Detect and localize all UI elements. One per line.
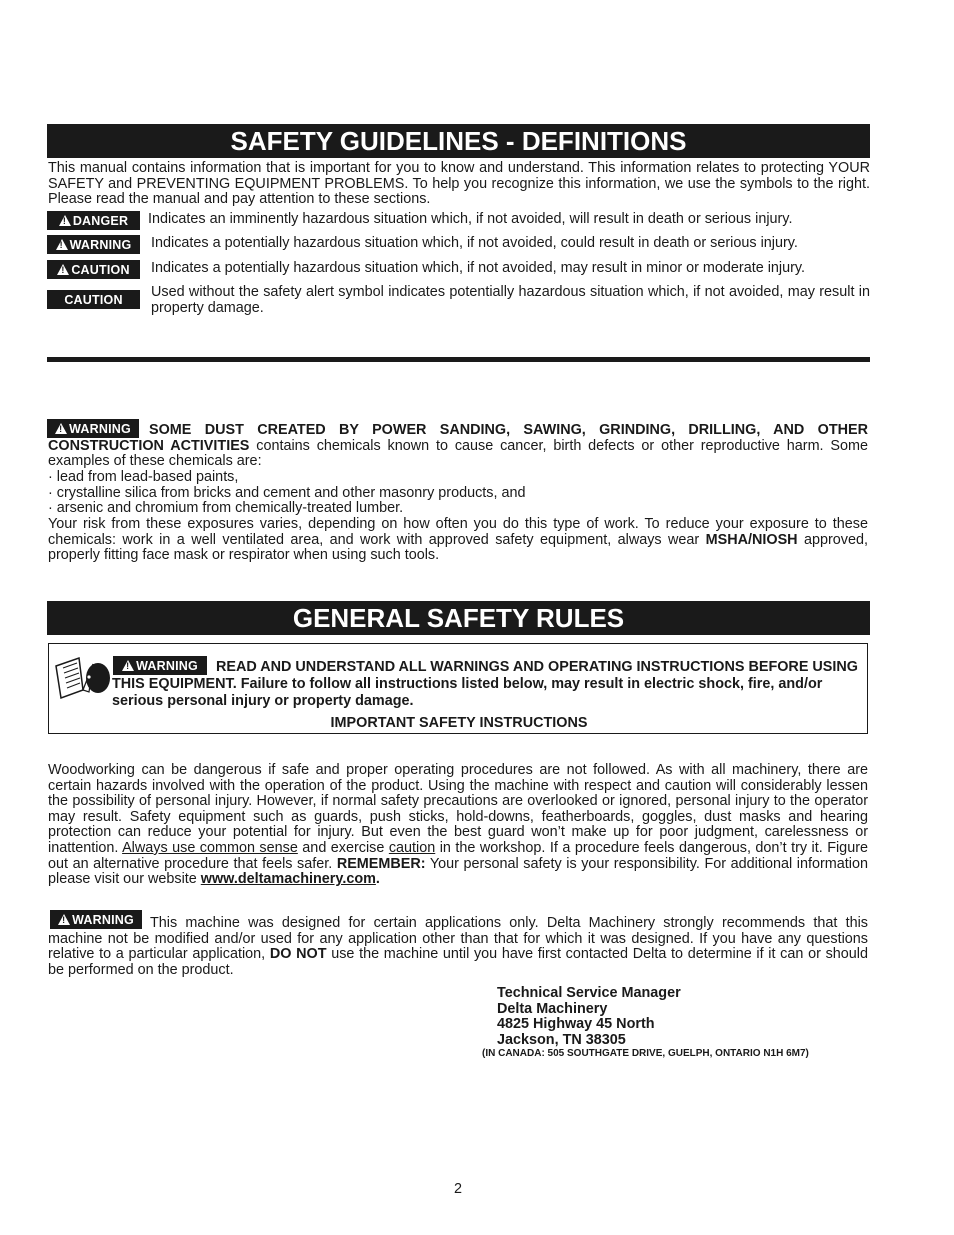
section-title-general-safety-rules: GENERAL SAFETY RULES bbox=[47, 601, 870, 635]
para-text: and exercise bbox=[297, 839, 389, 856]
definition-text: Indicates a potentially hazardous situation which, if not avoided, could result in death or serious injury. bbox=[151, 235, 798, 251]
para-text: in the workshop. If a procedure feels dangerous, don’t try it. Figure out an alternative procedure that feels safer. bbox=[48, 839, 868, 872]
danger-badge bbox=[47, 211, 140, 230]
dust-warning-paragraph bbox=[48, 423, 868, 470]
definition-text: Indicates a potentially hazardous situation which, if not avoided, may result in minor or moderate injury. bbox=[151, 260, 806, 276]
address-line: Delta Machinery bbox=[497, 1000, 608, 1017]
alert-triangle-icon bbox=[56, 239, 68, 250]
alert-triangle-icon bbox=[57, 264, 69, 275]
website-link[interactable]: www.deltamachinery.com bbox=[200, 871, 376, 888]
manual-reader-icon bbox=[53, 652, 111, 702]
box-warning-text: READ AND UNDERSTAND ALL WARNINGS AND OPERATING INSTRUCTIONS BEFORE USING THIS EQUIPMENT. Failure to follow all instructions listed below, may result in electric shock, fire, and/or serious personal injury or property damage. bbox=[112, 659, 858, 709]
badge-label: WARNING bbox=[136, 658, 198, 673]
dust-warning-rest: contains chemicals known to cause cancer, birth defects or other reproductive harm. Some examples of these chemicals are: bbox=[48, 437, 868, 470]
page-number: 2 bbox=[453, 1181, 462, 1197]
woodworking-paragraph bbox=[48, 763, 868, 888]
section-title-safety-definitions: SAFETY GUIDELINES - DEFINITIONS bbox=[47, 124, 870, 158]
warning-text: This machine was designed for certain applications only. Delta Machinery strongly recommends that this machine not be modified and/or used for any application other than that for which it was designed. If you have any questions relative to a particular application, bbox=[48, 915, 868, 963]
intro-paragraph: This manual contains information that is important for you to know and understand. This information relates to protecting YOUR SAFETY and PREVENTING EQUIPMENT PROBLEMS. To help you recognize this information, we use the symbols to the right. Please read the manual and pay attention to these sections. bbox=[48, 160, 870, 208]
badge-label: CAUTION bbox=[64, 292, 123, 307]
definition-text: Indicates an imminently hazardous situation which, if not avoided, will result in death or serious injury. bbox=[148, 211, 793, 227]
msha-niosh-label: MSHA/NIOSH bbox=[705, 531, 798, 548]
warning-text-end: use the machine until you have first contacted Delta to determine if it can or should be performed on the product. bbox=[48, 946, 868, 978]
remember-label: REMEMBER: bbox=[336, 855, 426, 872]
badge-label: WARNING bbox=[69, 237, 132, 252]
canada-address: (IN CANADA: 505 SOUTHGATE DRIVE, GUELPH, ONTARIO N1H 6M7) bbox=[482, 1048, 809, 1059]
important-safety-instructions: IMPORTANT SAFETY INSTRUCTIONS bbox=[330, 715, 588, 731]
dust-chemical-list bbox=[48, 470, 868, 517]
address-line: 4825 Highway 45 North bbox=[497, 1016, 655, 1033]
read-instructions-box bbox=[48, 643, 868, 734]
badge-label: WARNING bbox=[72, 912, 134, 927]
para-text: Woodworking can be dangerous if safe and proper operating procedures are not followed. As with all machinery, there are certain hazards involved with the operation of the product. Using the machine with respect and caution will considerably lessen the possibility of personal injury. However, if normal safety precautions are overlooked or ignored, personal injury to the operator may result. Safety equipment such as guards, push sticks, hold-downs, featherboards, goggles, dust masks and hearing protection can reduce your potential for injury. But even the best guard won’t make up for poor judgment, carelessness or inattention. bbox=[48, 762, 868, 856]
contact-address bbox=[497, 986, 857, 1048]
badge-label: WARNING bbox=[69, 421, 131, 436]
list-item: · lead from lead-based paints, bbox=[48, 469, 239, 485]
definition-text: Used without the safety alert symbol indicates potentially hazardous situation which, if not avoided, may result in property damage. bbox=[151, 284, 870, 316]
list-item: · arsenic and chromium from chemically-treated lumber. bbox=[48, 500, 404, 517]
para-text: Your personal safety is your responsibility. For additional information please visit our website bbox=[48, 855, 868, 888]
caution-plain-badge bbox=[47, 290, 140, 309]
dust-warning-lead: SOME DUST CREATED BY POWER SANDING, SAWING, GRINDING, DRILLING, AND OTHER CONSTRUCTION ACTIVITIES bbox=[48, 422, 868, 454]
section-divider bbox=[47, 357, 870, 362]
dust-closing-paragraph bbox=[48, 517, 868, 564]
period: . bbox=[375, 871, 380, 888]
address-line: Jackson, TN 38305 bbox=[497, 1031, 626, 1048]
caution-badge bbox=[47, 260, 140, 279]
closing-text: Your risk from these exposures varies, depending on how often you do this type of work. To reduce your exposure to these chemicals: work in a well ventilated area, and work with approved safety equipment, always wear bbox=[48, 516, 868, 548]
caution-text: caution bbox=[388, 839, 436, 856]
closing-text-end: approved, properly fitting face mask or respirator when using such tools. bbox=[48, 531, 868, 564]
alert-triangle-icon bbox=[59, 215, 71, 226]
do-not-label: DO NOT bbox=[269, 946, 327, 963]
badge-label: DANGER bbox=[72, 213, 129, 228]
badge-label: CAUTION bbox=[71, 262, 130, 277]
applications-warning-paragraph bbox=[48, 916, 868, 978]
warning-badge bbox=[47, 235, 140, 254]
list-item: · crystalline silica from bricks and cement and other masonry products, and bbox=[48, 484, 526, 501]
common-sense-text: Always use common sense bbox=[122, 839, 298, 856]
address-line: Technical Service Manager bbox=[497, 985, 681, 1001]
